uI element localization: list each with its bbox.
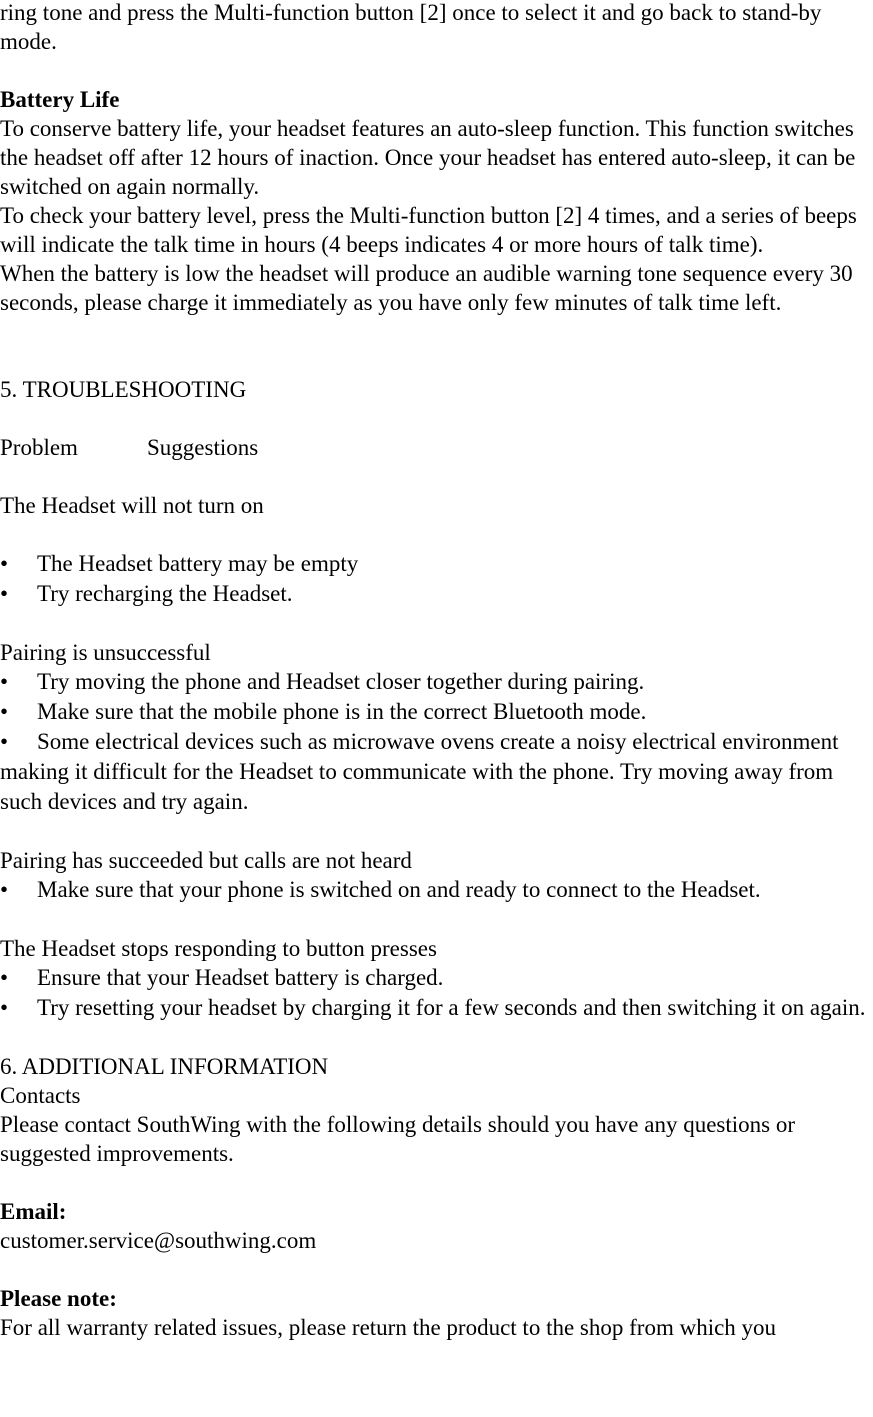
list-item [0, 667, 873, 697]
contacts-paragraph: Please contact SouthWing with the following details should you have any questions or suggested improvements. [0, 1112, 796, 1166]
problem-title: Pairing is unsuccessful [0, 640, 211, 665]
email-address: customer.service@southwing.com [0, 1228, 317, 1253]
bullet-icon: • [0, 995, 9, 1020]
email-label: Email: [0, 1199, 67, 1224]
spacer [0, 1023, 873, 1052]
please-note-paragraph: For all warranty related issues, please return the product to the shop from which you [0, 1315, 777, 1340]
battery-paragraph-3: When the battery is low the headset will produce an audible warning tone sequence every 30 seconds, please charge it immediately as you have only few minutes of talk time left. [0, 261, 853, 315]
spacer [0, 404, 873, 433]
list-item-text: Try recharging the Headset. [37, 581, 293, 606]
list-item-text: The Headset battery may be empty [37, 551, 359, 576]
additional-info-heading: 6. ADDITIONAL INFORMATION [0, 1054, 329, 1079]
bullet-icon: • [0, 551, 9, 576]
bullet-icon: • [0, 581, 9, 606]
list-item [0, 727, 873, 817]
list-item [0, 697, 873, 727]
list-item-text: Try resetting your headset by charging it for a few seconds and then switching it on again. [37, 995, 866, 1020]
spacer [0, 462, 873, 491]
list-item [0, 549, 873, 579]
spacer [0, 817, 873, 846]
battery-life-heading: Battery Life [0, 87, 120, 112]
spacer [0, 1168, 873, 1197]
troubleshooting-heading: 5. TROUBLESHOOTING [0, 377, 247, 402]
problem-column-label: Problem [0, 435, 78, 460]
bullet-icon: • [0, 877, 9, 902]
battery-paragraph-1: To conserve battery life, your headset features an auto-sleep function. This function switches the headset off after 12 hours of inaction. Once your headset has entered auto-sleep, it can be switched on again normally. [0, 116, 856, 199]
spacer [0, 905, 873, 934]
spacer [0, 1255, 873, 1284]
bullet-icon: • [0, 729, 9, 754]
list-item [0, 875, 873, 905]
please-note-label: Please note: [0, 1286, 117, 1311]
problem-title: Pairing has succeeded but calls are not heard [0, 848, 412, 873]
bullet-icon: • [0, 669, 9, 694]
list-item-text: Some electrical devices such as microwave ovens create a noisy electrical environment making it difficult for the Headset to communicate with the phone. Try moving away from such devices and try again. [0, 729, 839, 814]
list-item [0, 993, 873, 1023]
problem-title: The Headset will not turn on [0, 493, 264, 518]
list-item [0, 579, 873, 609]
spacer [0, 609, 873, 638]
battery-paragraph-2: To check your battery level, press the Multi-function button [2] 4 times, and a series of beeps will indicate the talk time in hours (4 beeps indicates 4 or more hours of talk time). [0, 203, 857, 257]
bullet-icon: • [0, 699, 9, 724]
spacer [0, 56, 873, 85]
list-item-text: Make sure that the mobile phone is in the correct Bluetooth mode. [37, 699, 647, 724]
list-item-text: Ensure that your Headset battery is charged. [37, 965, 444, 990]
spacer [0, 520, 873, 549]
problem-title: The Headset stops responding to button presses [0, 936, 437, 961]
suggestions-column-label: Suggestions [147, 435, 259, 460]
troubleshooting-columns [0, 433, 873, 462]
contacts-label: Contacts [0, 1083, 81, 1108]
list-item-text: Make sure that your phone is switched on and ready to connect to the Headset. [37, 877, 761, 902]
list-item [0, 963, 873, 993]
bullet-icon: • [0, 965, 9, 990]
intro-paragraph: ring tone and press the Multi-function button [2] once to select it and go back to stand-by mode. [0, 0, 822, 54]
list-item-text: Try moving the phone and Headset closer together during pairing. [37, 669, 645, 694]
spacer [0, 317, 873, 375]
